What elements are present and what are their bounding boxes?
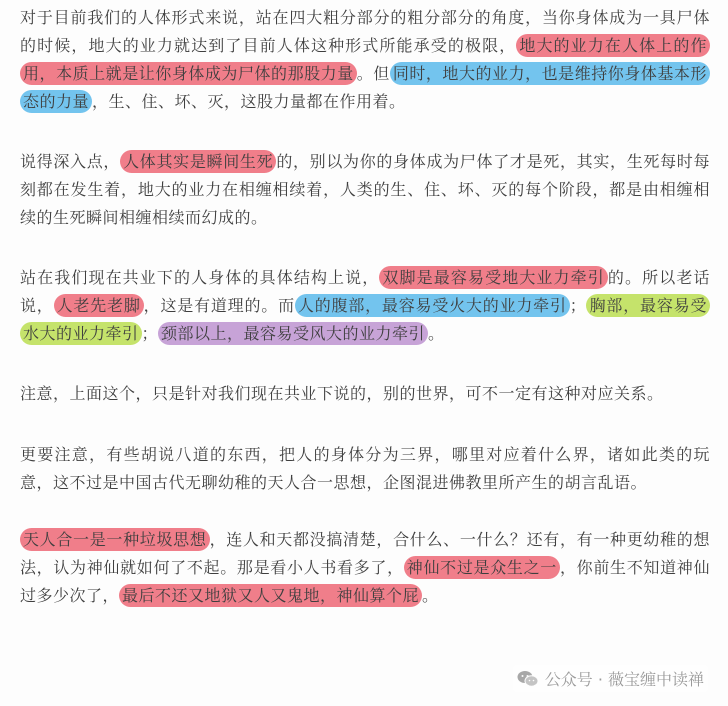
wechat-icon: [517, 670, 539, 688]
paragraph: [20, 441, 710, 497]
text-segment: ，生、住、坏、灭，这股力量都在作用着。: [92, 92, 406, 111]
text-segment: 。但: [356, 64, 390, 83]
highlight-red: 双脚是最容易受地大业力牵引: [379, 266, 608, 289]
highlight-purple: 颈部以上，最容易受风大的业力牵引: [158, 322, 428, 345]
paragraph: [20, 264, 710, 348]
highlight-red: 最后不还又地狱又人又鬼地，神仙算个屁: [119, 584, 422, 607]
paragraph: [20, 380, 710, 408]
text-segment: ，这是有道理的。而: [143, 296, 295, 315]
text-segment: 的。所以老话说，: [20, 268, 710, 315]
text-segment: 的，别以为你的身体成为尸体了才是死，其实，生死每时每刻都在发生着，地大的业力在相缠相续着，人类的生、住、坏、灭的每个阶段，都是由相缠相续的生死瞬间相缠相续而幻成的。: [20, 152, 710, 227]
paragraph: [20, 148, 710, 232]
highlight-red: 人体其实是瞬间生死: [120, 150, 276, 173]
highlight-red: 天人合一是一种垃圾思想: [20, 528, 210, 551]
text-segment: ，连人和天都没搞清楚，合什么、一什么？还有，有一种更幼稚的想法，认为神仙就如何了不起。那是看小人书看多了，: [20, 530, 710, 577]
highlight-red: 神仙不过是众生之一: [404, 556, 560, 579]
highlight-blue: 同时，地大的业力，也是维持你身体基本形态的力量: [20, 62, 710, 113]
text-segment: 站在我们现在共业下的人身体的具体结构上说，: [20, 268, 380, 287]
paragraph: [20, 4, 710, 116]
text-segment: ；: [569, 296, 587, 315]
paragraph: [20, 526, 710, 610]
watermark-text: 公众号 · 薇宝缠中读禅: [544, 670, 704, 689]
highlight-green: 胸部，最容易受水大的业力牵引: [20, 294, 710, 345]
article-body: [20, 4, 710, 642]
text-segment: 。: [428, 324, 445, 343]
text-segment: 对于目前我们的人体形式来说，站在四大粗分部分的粗分部分的角度，当你身体成为一具尸体的时候，地大的业力就达到了目前人体这种形式所能承受的极限，: [20, 8, 710, 55]
highlight-red: 人老先老脚: [54, 294, 144, 317]
text-segment: ；: [141, 324, 159, 343]
highlight-red: 地大的业力在人体上的作用，本质上就是让你身体成为尸体的那股力量: [20, 34, 710, 85]
text-segment: 更要注意，有些胡说八道的东西，把人的身体分为三界，哪里对应着什么界，诸如此类的玩意，这不过是中国古代无聊幼稚的天人合一思想，企图混进佛教里所产生的胡言乱语。: [20, 445, 710, 492]
highlight-blue: 人的腹部，最容易受火大的业力牵引: [295, 294, 570, 317]
text-segment: ，你前生不知道神仙过多少次了，: [20, 558, 710, 605]
watermark: [513, 665, 708, 692]
text-segment: 。: [422, 586, 439, 605]
text-segment: 说得深入点，: [20, 152, 121, 171]
text-segment: 注意，上面这个，只是针对我们现在共业下说的，别的世界，可不一定有这种对应关系。: [20, 384, 664, 403]
